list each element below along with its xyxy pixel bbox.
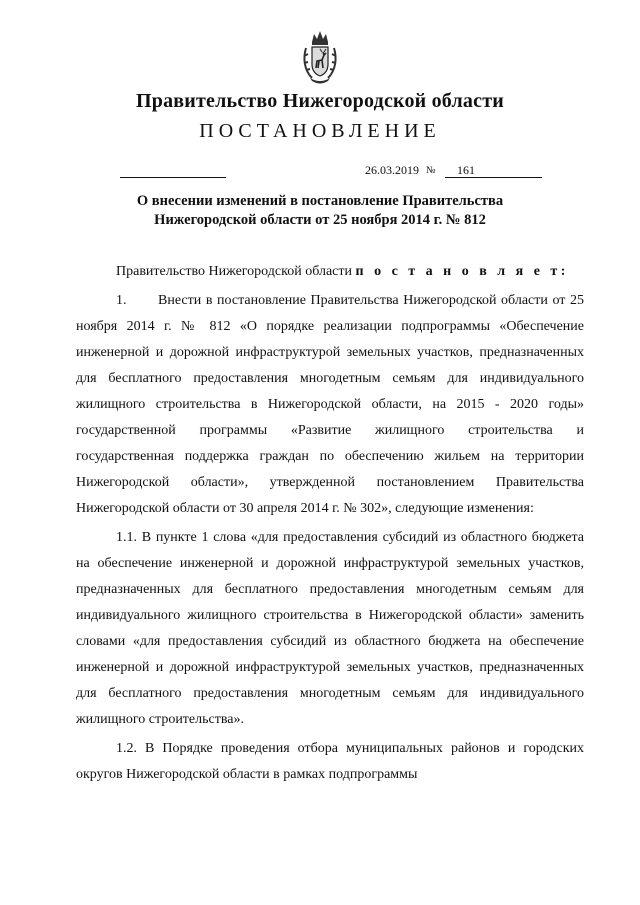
subject-line-2: Нижегородской области от 25 ноября 2014 г. № 812 — [154, 212, 486, 228]
item-1-1-paragraph: 1.1. В пункте 1 слова «для предоставления субсидий из областного бюджета на обеспечение инженерной и дорожной инфраструктурой земельных участков, предназначенных для бесплатного предоставления многодетным семьям для индивидуального жилищного строительства в Нижегородской области» заменить словами «для предоставления субсидий из областного бюджета на обеспечение инженерной и дорожной инфраструктурой земельных участков, предназначенных для бесплатного предоставления многодетным семьям для индивидуального жилищного строительства». — [76, 530, 584, 727]
document-number: 161 — [457, 163, 475, 177]
document-subject — [120, 192, 520, 230]
coat-of-arms-icon — [300, 28, 340, 84]
decree-word: п о с т а н о в л я е т: — [355, 264, 569, 279]
document-type: ПОСТАНОВЛЕНИЕ — [199, 120, 441, 142]
item-1-paragraph — [76, 288, 584, 522]
subject-line-1: О внесении изменений в постановление Правительства — [136, 193, 504, 209]
blank-field-line — [120, 177, 226, 178]
document-number-field — [445, 163, 542, 178]
document-date: 26.03.2019 — [365, 163, 419, 177]
document-body — [76, 259, 584, 791]
item-1-text: Внести в постановление Правительства Нижегородской области от 25 ноября 2014 г. № 812 «О порядке реализации подпрограммы «Обеспечение инженерной и дорожной инфраструктурой земельных участков, предназначенных для бесплатного предоставления многодетным семьям для индивидуального жилищного строительства в Нижегородской области, на 2015 - 2020 годы» государственной программы «Развитие жилищного строительства и государственная поддержка граждан по обеспечению жильем на территории Нижегородской области», утвержденной постановлением Правительства Нижегородской области от 30 апреля 2014 г. № 302», следующие изменения: — [76, 293, 584, 516]
item-1-number: 1. — [116, 293, 127, 308]
intro-paragraph — [76, 259, 584, 285]
item-1-2-paragraph: 1.2. В Порядке проведения отбора муниципальных районов и городских округов Нижегородской области в рамках подпрограммы — [76, 741, 584, 782]
number-label: № — [426, 165, 436, 176]
intro-text: Правительство Нижегородской области — [116, 264, 356, 279]
government-name: Правительство Нижегородской области — [136, 90, 504, 112]
